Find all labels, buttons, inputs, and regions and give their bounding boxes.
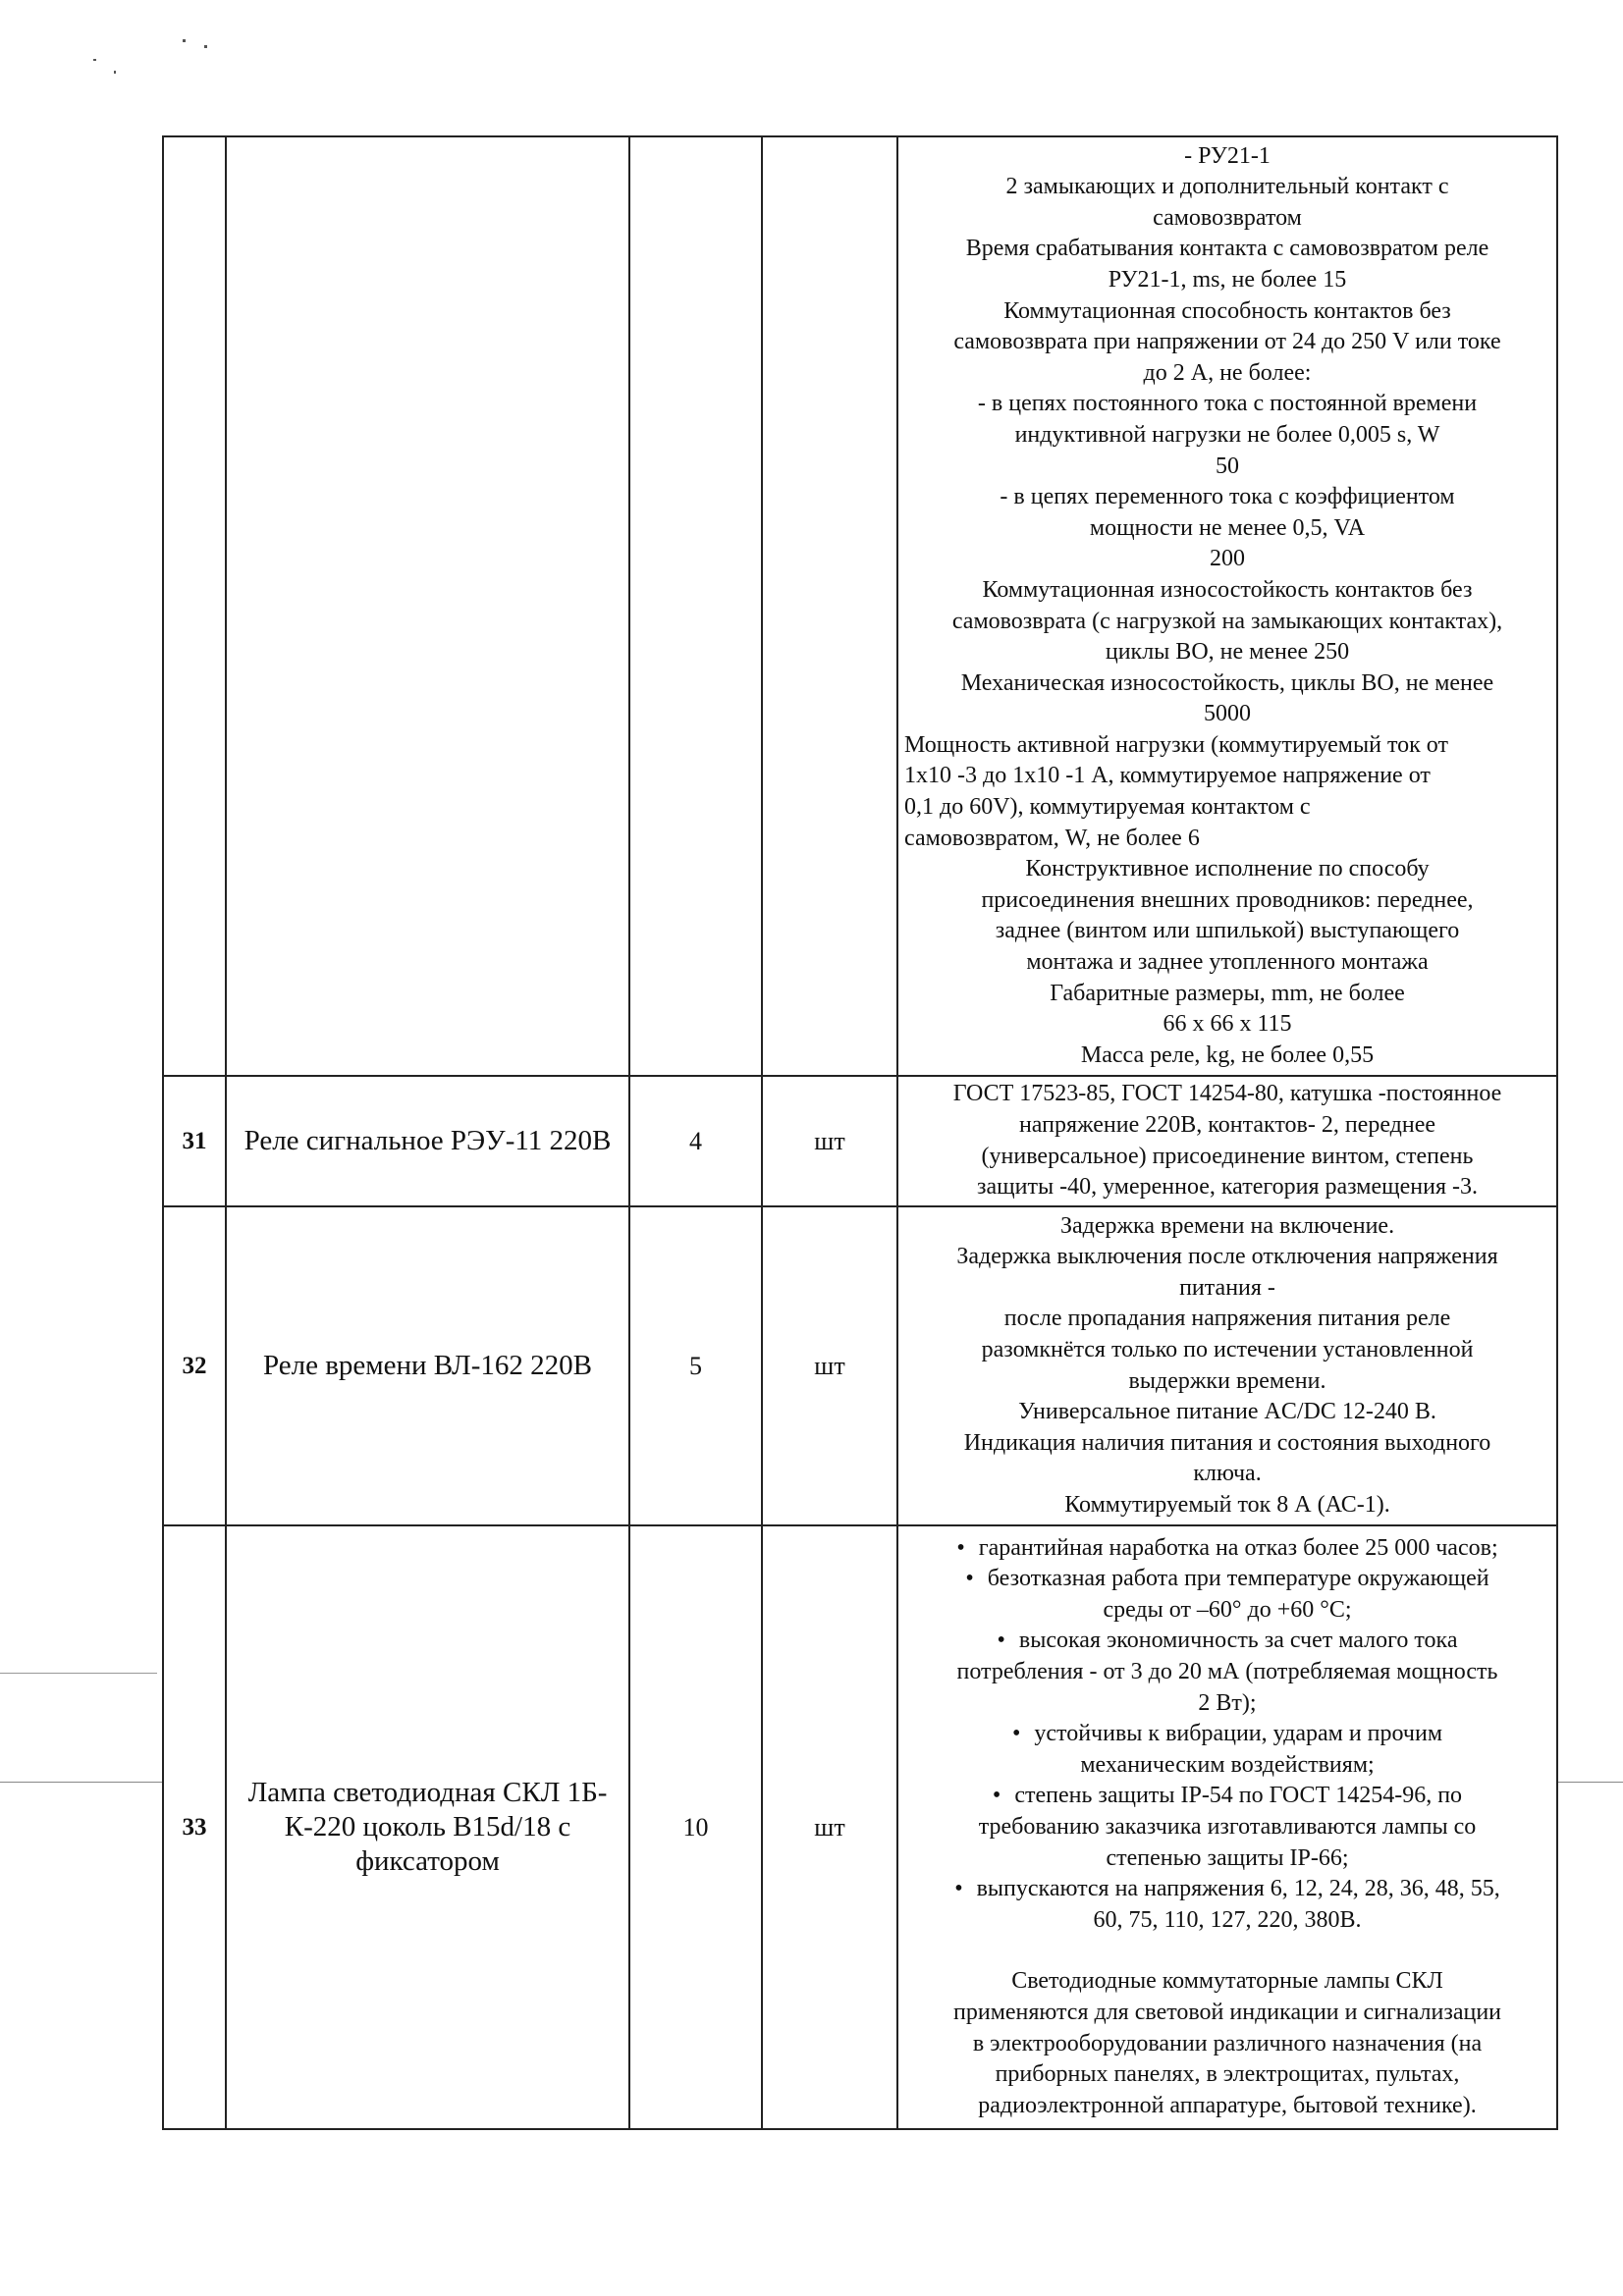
- scan-speck: [183, 39, 186, 42]
- bullet-text: требованию заказчика изготавливаются лампы со: [978, 1814, 1477, 1840]
- item-name: [226, 136, 629, 1076]
- spec-line: в электрооборудовании различного назначения (на: [972, 2030, 1483, 2056]
- item-unit: шт: [762, 1525, 897, 2129]
- table-row: [163, 136, 1557, 1076]
- bullet-text: 2 Вт);: [1198, 1689, 1257, 1716]
- spec-line: выдержки времени.: [1128, 1367, 1326, 1394]
- bullet-item: [904, 1874, 1550, 1905]
- bullet-text: безотказная работа при температуре окружающей: [987, 1566, 1489, 1592]
- bullet-item: [904, 1626, 1550, 1657]
- bullet-text: потребления - от 3 до 20 мА (потребляемая мощность: [956, 1659, 1498, 1685]
- spec-line: - в цепях постоянного тока с постоянной времени: [977, 391, 1478, 417]
- bullet-icon: •: [1011, 1721, 1021, 1747]
- row-number: 32: [163, 1206, 226, 1525]
- spec-line: заднее (винтом или шпилькой) выступающего: [995, 918, 1460, 944]
- item-name: Реле сигнальное РЭУ-11 220В: [226, 1076, 629, 1206]
- paragraph-spacer: [904, 1936, 1550, 1966]
- spec-line: (универсальное) присоединение винтом, степень: [981, 1143, 1474, 1169]
- spec-line: самовозврата (с нагрузкой на замыкающих контактах),: [951, 608, 1503, 634]
- bullet-icon: •: [965, 1566, 974, 1592]
- item-unit: [762, 136, 897, 1076]
- item-name: Лампа светодиодная СКЛ 1Б-К-220 цоколь B15d/18 с фиксатором: [226, 1525, 629, 2129]
- item-unit: шт: [762, 1076, 897, 1206]
- spec-line: Масса реле, kg, не более 0,55: [1080, 1041, 1375, 1068]
- spec-line: 2 замыкающих и дополнительный контакт с: [1005, 174, 1449, 200]
- bullet-text: среды от –60° до +60 °С;: [1103, 1596, 1352, 1623]
- spec-table: [162, 135, 1558, 2130]
- spec-line: Мощность активной нагрузки (коммутируемый ток от: [904, 731, 1448, 758]
- spec-line: 50: [1216, 453, 1239, 479]
- spec-line: защиты -40, умеренное, категория размещения -3.: [977, 1174, 1478, 1201]
- item-quantity: 5: [629, 1206, 762, 1525]
- item-quantity: [629, 136, 762, 1076]
- item-spec: [897, 1076, 1557, 1206]
- spec-line: Время срабатывания контакта с самовозвратом реле: [965, 236, 1489, 262]
- item-spec: [897, 136, 1557, 1076]
- spec-line: самовозвратом, W, не более 6: [904, 825, 1200, 851]
- spec-line: Коммутационная износостойкость контактов без: [982, 576, 1473, 603]
- spec-line: питания -: [1179, 1274, 1275, 1301]
- row-number: 33: [163, 1525, 226, 2129]
- spec-line: самовозврата при напряжении от 24 до 250 V или токе: [953, 329, 1501, 355]
- scan-line: [0, 1673, 157, 1674]
- bullet-item: [904, 1533, 1550, 1565]
- item-name: Реле времени ВЛ-162 220В: [226, 1206, 629, 1525]
- bullet-text: устойчивы к вибрации, ударам и прочим: [1034, 1721, 1443, 1747]
- bullet-item: [904, 1781, 1550, 1812]
- spec-line: Габаритные размеры, mm, не более: [1050, 980, 1405, 1006]
- spec-line: Механическая износостойкость, циклы ВО, не менее: [960, 669, 1494, 696]
- spec-line: Конструктивное исполнение по способу: [1025, 856, 1430, 882]
- scan-speck: [204, 45, 207, 48]
- spec-line: Светодиодные коммутаторные лампы СКЛ: [1011, 1968, 1443, 1995]
- spec-line: Задержка выключения после отключения напряжения: [956, 1244, 1498, 1270]
- bullet-text: степенью защиты IP-66;: [1106, 1844, 1349, 1871]
- bullet-item: [904, 1564, 1550, 1595]
- spec-line: до 2 А, не более:: [1143, 359, 1312, 386]
- spec-line: разомкнётся только по истечении установленной: [981, 1336, 1474, 1362]
- spec-line: 1x10 -3 до 1x10 -1 А, коммутируемое напряжение от: [904, 763, 1431, 789]
- spec-line: мощности не менее 0,5, VA: [1089, 514, 1366, 541]
- scan-speck: [93, 59, 96, 61]
- bullet-icon: •: [992, 1783, 1001, 1809]
- scan-speck: [114, 71, 116, 74]
- scan-line: [1558, 1782, 1623, 1783]
- item-quantity: 10: [629, 1525, 762, 2129]
- spec-line: Задержка времени на включение.: [1059, 1212, 1395, 1239]
- spec-line: индуктивной нагрузки не более 0,005 s, W: [1014, 421, 1440, 448]
- table-row: [163, 1076, 1557, 1206]
- spec-line: ключа.: [1193, 1461, 1262, 1487]
- item-quantity: 4: [629, 1076, 762, 1206]
- spec-line: циклы ВО, не менее 250: [1105, 639, 1350, 666]
- spec-line: ГОСТ 17523-85, ГОСТ 14254-80, катушка -постоянное: [952, 1081, 1502, 1107]
- spec-line: РУ21-1, ms, не более 15: [1108, 266, 1347, 293]
- bullet-text: гарантийная наработка на отказ более 25 000 часов;: [978, 1534, 1498, 1561]
- spec-line: 0,1 до 60V), коммутируемая контактом с: [904, 794, 1311, 821]
- row-number: [163, 136, 226, 1076]
- item-spec: [897, 1206, 1557, 1525]
- item-spec: [897, 1525, 1557, 2129]
- spec-line: монтажа и заднее утопленного монтажа: [1026, 949, 1429, 976]
- spec-line: приборных панелях, в электрощитах, пультах,: [995, 2061, 1460, 2088]
- bullet-icon: •: [997, 1628, 1005, 1654]
- bullet-text: 60, 75, 110, 127, 220, 380В.: [1093, 1906, 1362, 1933]
- spec-line: 200: [1210, 546, 1245, 572]
- bullet-text: степень защиты IP-54 по ГОСТ 14254-96, по: [1014, 1783, 1463, 1809]
- spec-line: радиоэлектронной аппаратуре, бытовой технике).: [978, 2092, 1477, 2118]
- bullet-icon: •: [954, 1876, 963, 1902]
- bullet-item: [904, 1719, 1550, 1750]
- spec-line: самовозвратом: [1153, 204, 1302, 231]
- spec-line: 5000: [1204, 701, 1251, 727]
- spec-line: - в цепях переменного тока с коэффициентом: [1000, 484, 1455, 510]
- spec-line: напряжение 220В, контактов- 2, переднее: [1018, 1111, 1436, 1138]
- spec-line: Универсальное питание AC/DC 12-240 В.: [1018, 1399, 1436, 1425]
- table-row: [163, 1525, 1557, 2129]
- spec-line: 66 х 66 х 115: [1163, 1011, 1292, 1038]
- spec-line: присоединения внешних проводников: переднее,: [981, 886, 1474, 913]
- spec-line: Индикация наличия питания и состояния выходного: [963, 1429, 1491, 1456]
- spec-line: Коммутационная способность контактов без: [1003, 297, 1451, 324]
- scan-line: [0, 1782, 162, 1783]
- table-row: [163, 1206, 1557, 1525]
- spec-line: применяются для световой индикации и сигнализации: [953, 1999, 1501, 2025]
- bullet-text: механическим воздействиям;: [1080, 1751, 1375, 1778]
- spec-line: - РУ21-1: [1184, 142, 1271, 169]
- bullet-text: высокая экономичность за счет малого тока: [1018, 1628, 1458, 1654]
- item-unit: шт: [762, 1206, 897, 1525]
- bullet-icon: •: [956, 1534, 965, 1561]
- bullet-text: выпускаются на напряжения 6, 12, 24, 28, 36, 48, 55,: [976, 1876, 1500, 1902]
- row-number: 31: [163, 1076, 226, 1206]
- spec-line: после пропадания напряжения питания реле: [1003, 1306, 1451, 1332]
- spec-line: Коммутируемый ток 8 А (АС-1).: [1064, 1491, 1390, 1518]
